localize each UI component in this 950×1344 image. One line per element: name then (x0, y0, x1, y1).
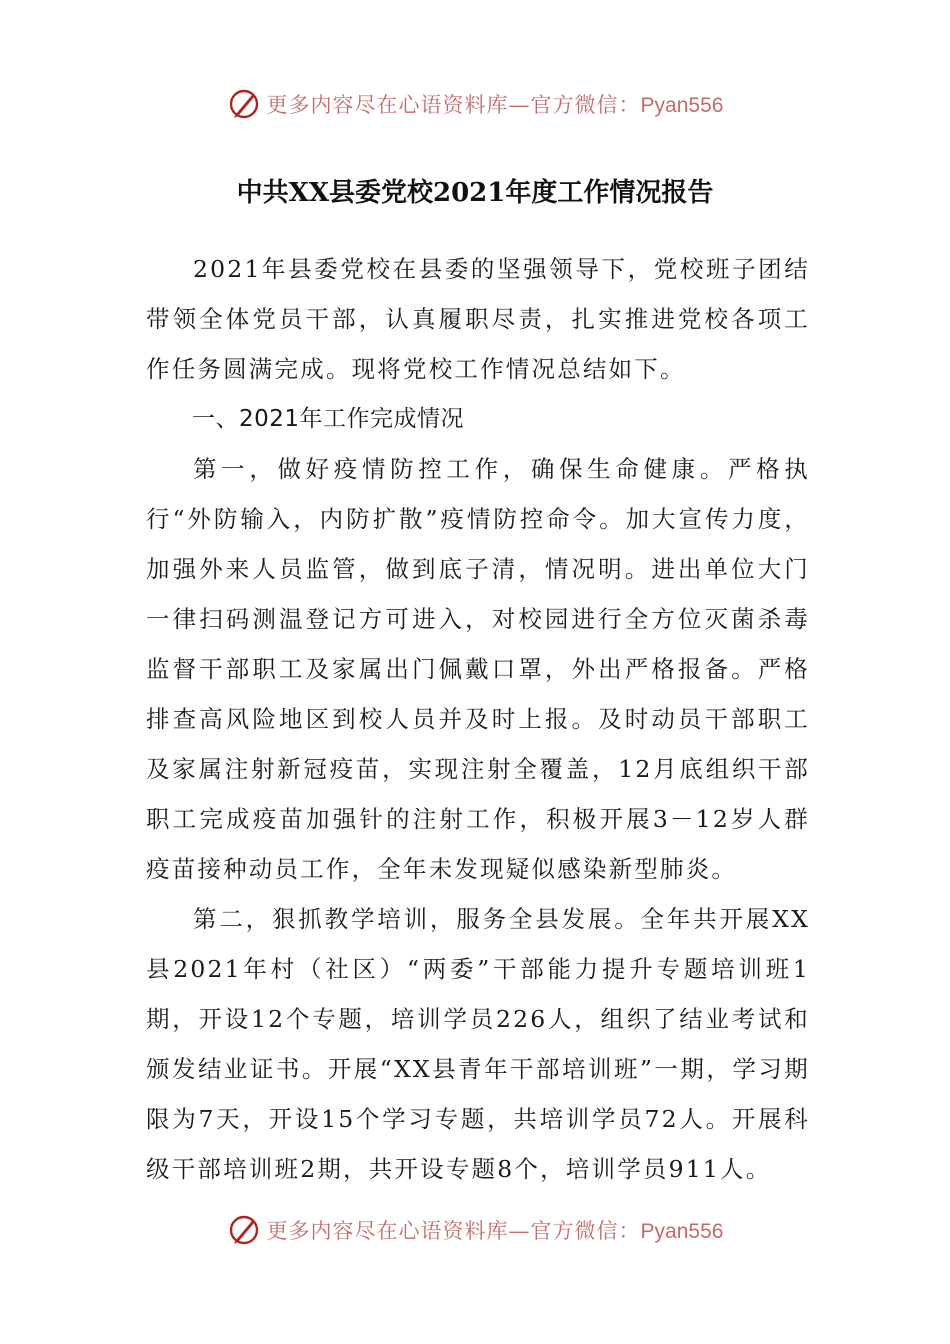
intro-paragraph: 2021年县委党校在县委的坚强领导下，党校班子团结带领全体党员干部，认真履职尽责，扎实推进党校各项工作任务圆满完成。现将党校工作情况总结如下。 (146, 255, 810, 383)
document-body (146, 244, 810, 1194)
watermark-text: 更多内容尽在心语资料库—官方微信：Pyan556 (266, 1219, 724, 1243)
footer-watermark-banner (0, 1210, 950, 1250)
quill-pen-logo-icon (227, 1213, 261, 1247)
body-paragraph-epidemic-control: 第一，做好疫情防控工作，确保生命健康。严格执行“外防输入，内防扩散”疫情防控命令。加大宣传力度，加强外来人员监管，做到底子清，情况明。进出单位大门一律扫码测温登记方可进入，对校园进行全方位灭菌杀毒监督干部职工及家属出门佩戴口罩，外出严格报备。严格排查高风险地区到校人员并及时上报。及时动员干部职工及家属注射新冠疫苗，实现注射全覆盖，12月底组织干部职工完成疫苗加强针的注射工作，积极开展3－12岁人群疫苗接种动员工作，全年未发现疑似感染新型肺炎。 (146, 455, 810, 883)
document-title: 中共XX县委党校2021年度工作情况报告 (236, 178, 714, 208)
quill-pen-logo-icon (227, 87, 261, 121)
header-watermark-banner (0, 84, 950, 124)
watermark-text: 更多内容尽在心语资料库—官方微信：Pyan556 (266, 93, 724, 117)
section-heading: 一、2021年工作完成情况 (192, 406, 465, 432)
body-paragraph-training: 第二，狠抓教学培训，服务全县发展。全年共开展XX县2021年村（社区）“两委”干部能力提升专题培训班1期，开设12个专题，培训学员226人，组织了结业考试和颁发结业证书。开展“XX县青年干部培训班”一期，学习期限为7天，开设15个学习专题，共培训学员72人。开展科级干部培训班2期，共开设专题8个，培训学员911人。 (146, 905, 810, 1183)
